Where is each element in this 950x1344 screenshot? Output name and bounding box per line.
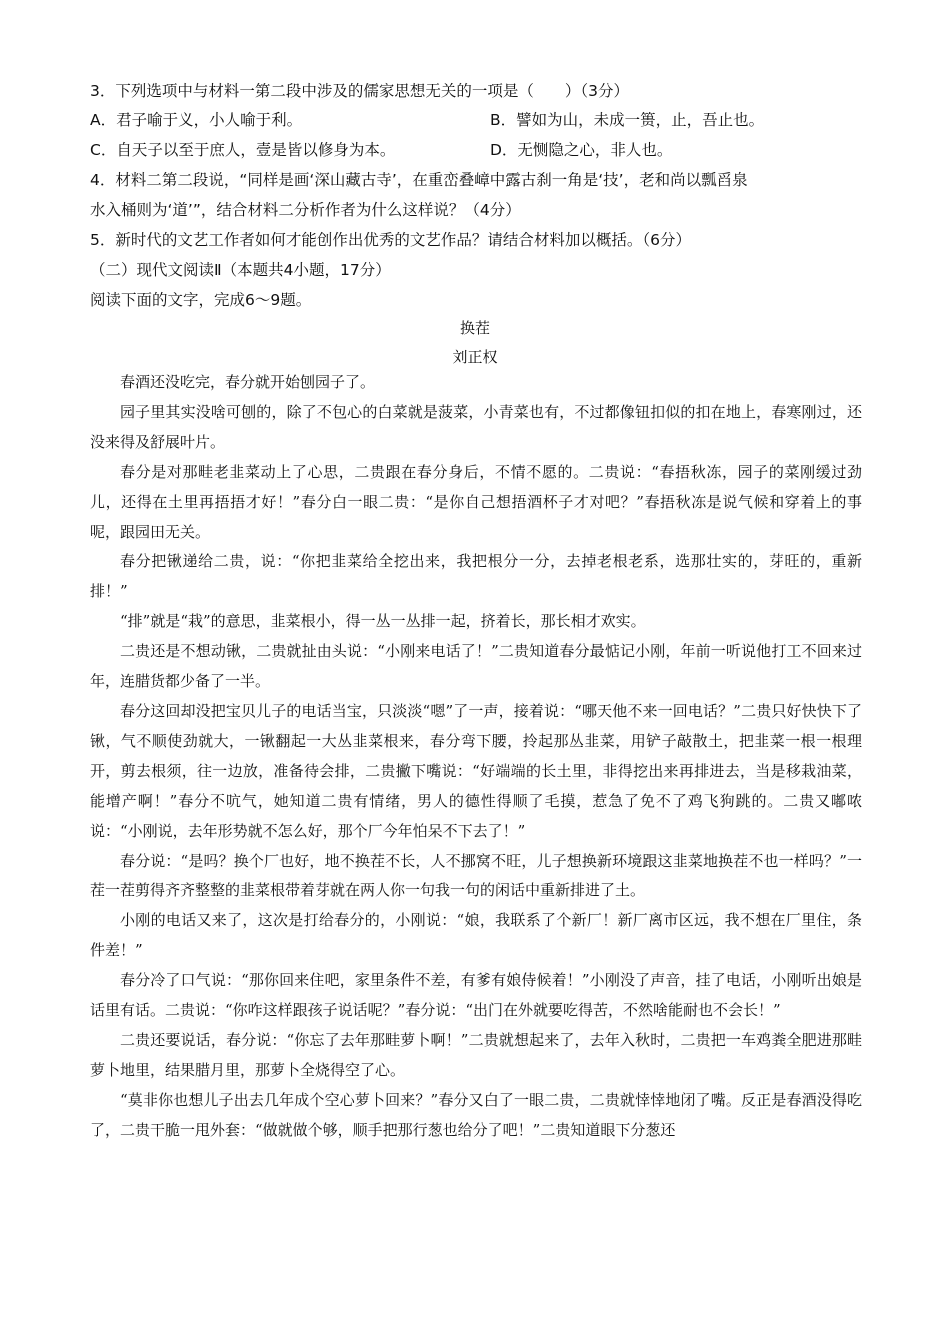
question-5: 5．新时代的文艺工作者如何才能创作出优秀的文艺作品？请结合材料加以概括。（6分） (90, 231, 691, 249)
question-3-option-d: D．无恻隐之心，非人也。 (490, 141, 673, 159)
question-3-option-b: B．譬如为山，未成一篑，止，吾止也。 (490, 111, 765, 129)
story-paragraph: 春分把锹递给二贵，说：“你把韭菜给全挖出来，我把根分一分，去掉老根老系，选那壮实的，芽旺的，重新排！” (90, 552, 862, 601)
story-paragraph: 园子里其实没啥可刨的，除了不包心的白菜就是菠菜，小青菜也有，不过都像钮扣似的扣在地上，春寒刚过，还没来得及舒展叶片。 (90, 402, 862, 451)
story-paragraph: 春分这回却没把宝贝儿子的电话当宝，只淡淡“嗯”了一声，接着说：“哪天他不来一回电话？”二贵只好快快下了锹，气不顺使劲就大，一锹翻起一大丛韭菜根来，春分弯下腰，拎起那丛韭菜，用铲子敲散土，把韭菜一根一根理开，剪去根须，往一边放，准备待会排，二贵撇下嘴说：“好端端的长土里，非得挖出来再排进去，当是移栽油菜，能增产啊！”春分不吭气，她知道二贵有情绪，男人的德性得顺了毛摸，惹急了免不了鸡飞狗跳的。二贵又嘟哝说：“小刚说，去年形势就不怎么好，那个厂今年怕呆不下去了！” (90, 701, 862, 840)
story-paragraph: 小刚的电话又来了，这次是打给春分的，小刚说：“娘，我联系了个新厂！新厂离市区远，我不想在厂里住，条件差！” (90, 911, 862, 960)
story-paragraph: “莫非你也想儿子出去几年成个空心萝卜回来？”春分又白了一眼二贵，二贵就悻悻地闭了嘴。反正是春酒没得吃了，二贵干脆一甩外套：“做就做个够，顺手把那行葱也给分了吧！”二贵知道眼下分葱还 (90, 1090, 862, 1139)
story-paragraph: 春分是对那畦老韭菜动上了心思，二贵跟在春分身后，不情不愿的。二贵说：“春捂秋冻，园子的菜刚缓过劲儿，还得在土里再捂捂才好！”春分白一眼二贵：“是你自己想捂酒杯子才对吧？”春捂秋冻是说气候和穿着上的事呢，跟园田无关。 (90, 462, 862, 541)
story-paragraph: 春分冷了口气说：“那你回来住吧，家里条件不差，有爹有娘侍候着！”小刚没了声音，挂了电话，小刚听出娘是话里有话。二贵说：“你咋这样跟孩子说话呢？”春分说：“出门在外就要吃得苦，不然啥能耐也不会长！” (90, 971, 862, 1020)
story-paragraph: “排”就是“栽”的意思，韭菜根小，得一丛一丛排一起，挤着长，那长相才欢实。 (120, 612, 646, 631)
section-instruction: 阅读下面的文字，完成6～9题。 (90, 291, 312, 309)
question-4-line-1: 4．材料二第二段说，“同样是画‘深山藏古寺’，在重峦叠嶂中露古刹一角是‘技’，老和尚以瓢舀泉 (90, 171, 748, 189)
story-paragraph: 春酒还没吃完，春分就开始刨园子了。 (120, 373, 376, 391)
question-4-line-2: 水入桶则为‘道’”，结合材料二分析作者为什么这样说？（4分） (90, 201, 521, 219)
story-paragraph: 春分说：“是吗？换个厂也好，地不换茬不长，人不挪窝不旺，儿子想换新环境跟这韭菜地换茬不也一样吗？”一茬一茬剪得齐齐整整的韭菜根带着芽就在两人你一句我一句的闲话中重新排进了土。 (90, 851, 862, 900)
question-3-stem: 3．下列选项中与材料一第二段中涉及的儒家思想无关的一项是（ ）（3分） (90, 82, 629, 100)
question-3-option-a: A．君子喻于义，小人喻于利。 (90, 111, 303, 129)
story-title: 换茬 (459, 319, 490, 337)
story-paragraph: 二贵还是不想动锹，二贵就扯由头说：“小刚来电话了！”二贵知道春分最惦记小刚，年前一听说他打工不回来过年，连腊货都少备了一半。 (90, 642, 862, 691)
story-paragraph: 二贵还要说话，春分说：“你忘了去年那畦萝卜啊！”二贵就想起来了，去年入秋时，二贵把一车鸡粪全肥进那畦萝卜地里，结果腊月里，那萝卜全烧得空了心。 (90, 1030, 862, 1079)
story-body (90, 368, 862, 1146)
story-author: 刘正权 (452, 348, 498, 366)
section-heading: （二）现代文阅读Ⅱ（本题共4小题，17分） (90, 261, 391, 279)
question-3-option-c: C．自天子以至于庶人，壹是皆以修身为本。 (90, 141, 396, 159)
